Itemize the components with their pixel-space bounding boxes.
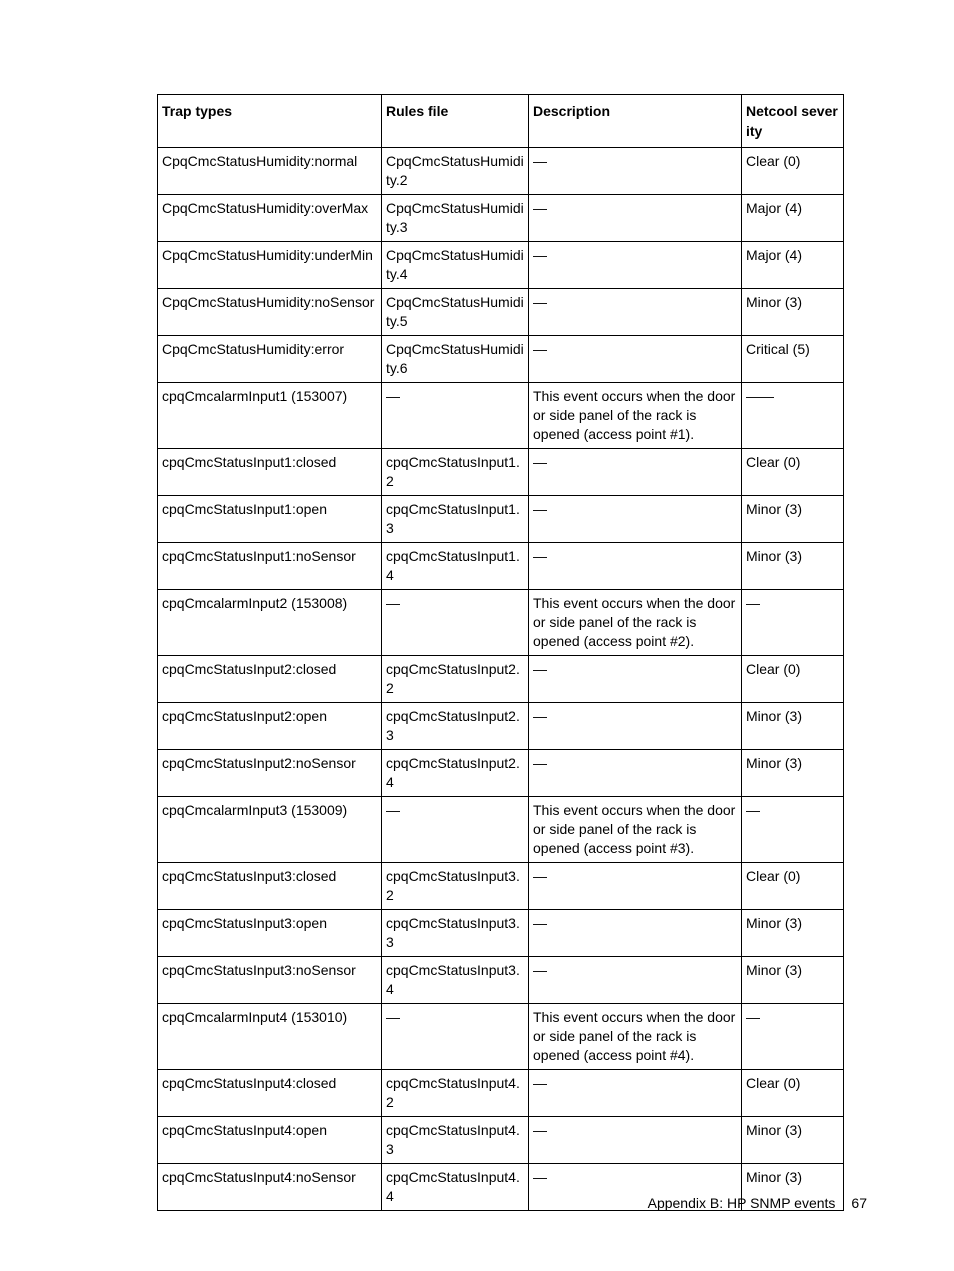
description-cell: — <box>529 957 742 1004</box>
description-cell: This event occurs when the door or side panel of the rack is opened (access point #2). <box>529 590 742 656</box>
severity-cell: — <box>742 590 844 656</box>
description-cell: — <box>529 336 742 383</box>
severity-cell: Clear (0) <box>742 656 844 703</box>
severity-cell: Minor (3) <box>742 543 844 590</box>
rules-file-cell: cpqCmcStatusInput4.2 <box>382 1070 529 1117</box>
table-row <box>158 750 844 797</box>
trap-type-cell: cpqCmcStatusInput4:noSensor <box>158 1164 382 1211</box>
table-row <box>158 195 844 242</box>
rules-file-cell: cpqCmcStatusInput2.2 <box>382 656 529 703</box>
description-cell: — <box>529 703 742 750</box>
rules-file-cell: cpqCmcStatusInput3.4 <box>382 957 529 1004</box>
description-cell: This event occurs when the door or side panel of the rack is opened (access point #3). <box>529 797 742 863</box>
rules-file-cell: cpqCmcStatusInput3.3 <box>382 910 529 957</box>
table-header-row <box>158 95 844 148</box>
table-row <box>158 797 844 863</box>
description-cell: — <box>529 863 742 910</box>
severity-cell: Minor (3) <box>742 1164 844 1211</box>
trap-type-cell: cpqCmcStatusInput4:closed <box>158 1070 382 1117</box>
table-row <box>158 910 844 957</box>
header-trap-types: Trap types <box>158 95 382 148</box>
rules-file-cell: cpqCmcStatusInput4.4 <box>382 1164 529 1211</box>
rules-file-cell: cpqCmcStatusInput1.3 <box>382 496 529 543</box>
description-cell: — <box>529 195 742 242</box>
rules-file-cell: cpqCmcStatusInput4.3 <box>382 1117 529 1164</box>
header-netcool-severity: Netcool severity <box>742 95 844 148</box>
description-cell: — <box>529 910 742 957</box>
trap-type-cell: cpqCmcStatusInput2:noSensor <box>158 750 382 797</box>
severity-cell: Major (4) <box>742 195 844 242</box>
rules-file-cell: CpqCmcStatusHumidity.6 <box>382 336 529 383</box>
table-row <box>158 590 844 656</box>
rules-file-cell: cpqCmcStatusInput3.2 <box>382 863 529 910</box>
table-row <box>158 496 844 543</box>
rules-file-cell: CpqCmcStatusHumidity.3 <box>382 195 529 242</box>
severity-cell: Minor (3) <box>742 1117 844 1164</box>
trap-type-cell: cpqCmcStatusInput4:open <box>158 1117 382 1164</box>
rules-file-cell: CpqCmcStatusHumidity.5 <box>382 289 529 336</box>
description-cell: — <box>529 148 742 195</box>
table-row <box>158 383 844 449</box>
trap-type-cell: cpqCmcStatusInput3:noSensor <box>158 957 382 1004</box>
rules-file-cell: CpqCmcStatusHumidity.4 <box>382 242 529 289</box>
trap-type-cell: cpqCmcStatusInput1:closed <box>158 449 382 496</box>
rules-file-cell: CpqCmcStatusHumidity.2 <box>382 148 529 195</box>
severity-cell: —— <box>742 383 844 449</box>
description-cell: — <box>529 1164 742 1211</box>
table-row <box>158 656 844 703</box>
description-cell: — <box>529 289 742 336</box>
snmp-events-table <box>157 94 844 1211</box>
trap-type-cell: cpqCmcStatusInput1:open <box>158 496 382 543</box>
trap-type-cell: cpqCmcStatusInput3:open <box>158 910 382 957</box>
severity-cell: Clear (0) <box>742 1070 844 1117</box>
description-cell: — <box>529 242 742 289</box>
trap-type-cell: CpqCmcStatusHumidity:error <box>158 336 382 383</box>
table-row <box>158 703 844 750</box>
table-row <box>158 449 844 496</box>
severity-cell: Minor (3) <box>742 910 844 957</box>
snmp-events-table-container <box>157 94 843 1211</box>
severity-cell: Minor (3) <box>742 703 844 750</box>
trap-type-cell: cpqCmcStatusInput2:open <box>158 703 382 750</box>
trap-type-cell: cpqCmcalarmInput4 (153010) <box>158 1004 382 1070</box>
table-row <box>158 1117 844 1164</box>
trap-type-cell: cpqCmcStatusInput2:closed <box>158 656 382 703</box>
description-cell: This event occurs when the door or side panel of the rack is opened (access point #1). <box>529 383 742 449</box>
severity-cell: Minor (3) <box>742 957 844 1004</box>
table-row <box>158 242 844 289</box>
table-row <box>158 863 844 910</box>
severity-cell: — <box>742 1004 844 1070</box>
table-row <box>158 289 844 336</box>
table-row <box>158 543 844 590</box>
table-row <box>158 957 844 1004</box>
header-description: Description <box>529 95 742 148</box>
description-cell: — <box>529 656 742 703</box>
rules-file-cell: cpqCmcStatusInput2.4 <box>382 750 529 797</box>
rules-file-cell: — <box>382 1004 529 1070</box>
rules-file-cell: — <box>382 383 529 449</box>
description-cell: — <box>529 543 742 590</box>
footer-section-title: Appendix B: HP SNMP events <box>647 1195 836 1211</box>
trap-type-cell: cpqCmcalarmInput1 (153007) <box>158 383 382 449</box>
table-row <box>158 1004 844 1070</box>
rules-file-cell: cpqCmcStatusInput1.2 <box>382 449 529 496</box>
severity-cell: Clear (0) <box>742 148 844 195</box>
severity-cell: Minor (3) <box>742 289 844 336</box>
trap-type-cell: CpqCmcStatusHumidity:overMax <box>158 195 382 242</box>
rules-file-cell: cpqCmcStatusInput1.4 <box>382 543 529 590</box>
description-cell: — <box>529 496 742 543</box>
severity-cell: — <box>742 797 844 863</box>
rules-file-cell: — <box>382 797 529 863</box>
header-rules-file: Rules file <box>382 95 529 148</box>
severity-cell: Minor (3) <box>742 750 844 797</box>
severity-cell: Major (4) <box>742 242 844 289</box>
severity-cell: Minor (3) <box>742 496 844 543</box>
trap-type-cell: cpqCmcalarmInput2 (153008) <box>158 590 382 656</box>
page-number: 67 <box>851 1195 867 1211</box>
table-row <box>158 1070 844 1117</box>
description-cell: — <box>529 1070 742 1117</box>
rules-file-cell: cpqCmcStatusInput2.3 <box>382 703 529 750</box>
severity-cell: Critical (5) <box>742 336 844 383</box>
table-row <box>158 336 844 383</box>
trap-type-cell: CpqCmcStatusHumidity:normal <box>158 148 382 195</box>
page-footer <box>648 1195 867 1211</box>
trap-type-cell: cpqCmcalarmInput3 (153009) <box>158 797 382 863</box>
trap-type-cell: cpqCmcStatusInput3:closed <box>158 863 382 910</box>
description-cell: This event occurs when the door or side panel of the rack is opened (access point #4). <box>529 1004 742 1070</box>
description-cell: — <box>529 1117 742 1164</box>
rules-file-cell: — <box>382 590 529 656</box>
trap-type-cell: CpqCmcStatusHumidity:noSensor <box>158 289 382 336</box>
severity-cell: Clear (0) <box>742 449 844 496</box>
trap-type-cell: cpqCmcStatusInput1:noSensor <box>158 543 382 590</box>
table-row <box>158 148 844 195</box>
severity-cell: Clear (0) <box>742 863 844 910</box>
description-cell: — <box>529 750 742 797</box>
trap-type-cell: CpqCmcStatusHumidity:underMin <box>158 242 382 289</box>
description-cell: — <box>529 449 742 496</box>
